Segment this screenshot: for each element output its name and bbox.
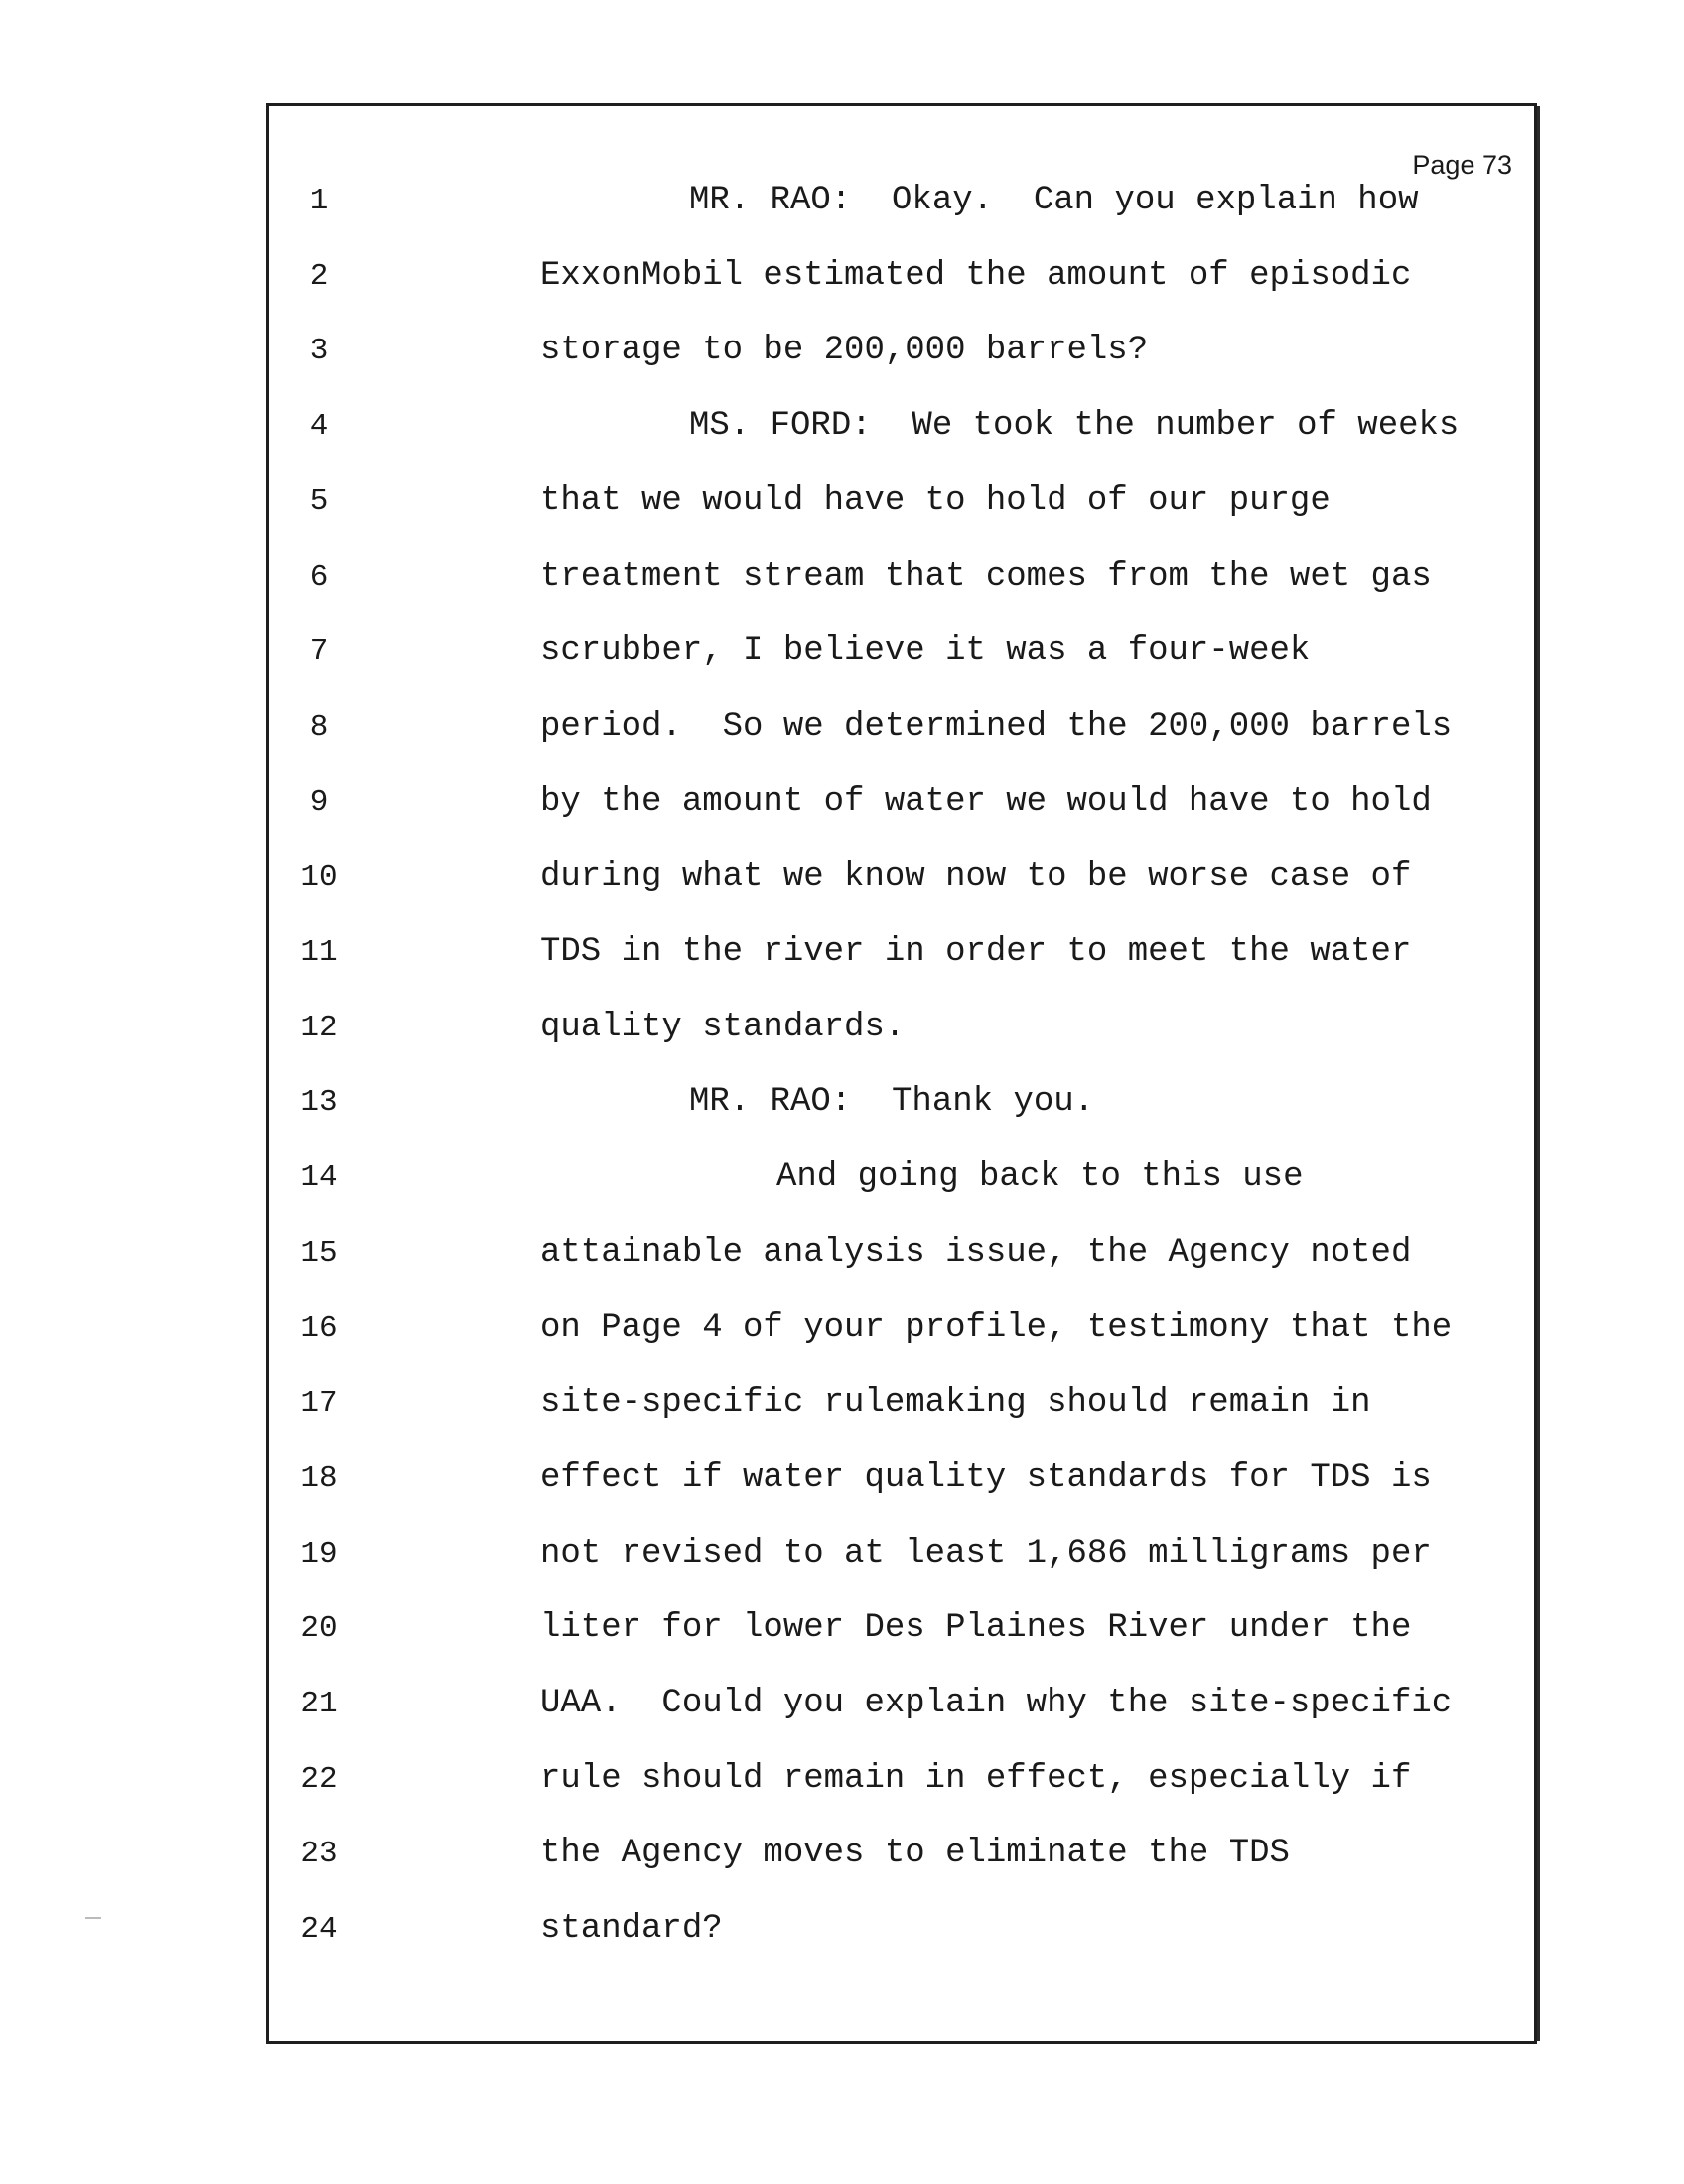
line-number: 4 — [309, 409, 329, 445]
line-number: 19 — [300, 1536, 338, 1571]
line-number: 9 — [309, 784, 329, 820]
line-number: 16 — [300, 1310, 338, 1346]
transcript-line — [269, 1687, 1534, 1762]
line-text: UAA. Could you explain why the site-specific — [540, 1685, 1453, 1722]
transcript-line — [269, 1912, 1534, 1987]
transcript-line — [269, 1308, 1534, 1387]
line-text: storage to be 200,000 barrels? — [540, 332, 1149, 370]
line-number: 10 — [300, 860, 338, 895]
line-number: 5 — [309, 483, 329, 519]
transcript-line — [269, 481, 1534, 560]
line-number: 24 — [300, 1912, 338, 1948]
transcript-line — [269, 935, 1534, 1011]
transcript-line — [269, 184, 1534, 259]
transcript-line — [269, 1611, 1534, 1687]
transcript-line — [269, 634, 1534, 710]
line-number: 7 — [309, 634, 329, 670]
line-number: 2 — [309, 258, 329, 294]
line-number: 1 — [309, 184, 329, 218]
line-number: 23 — [300, 1837, 338, 1872]
line-number: 11 — [300, 935, 338, 970]
transcript-line — [269, 557, 1534, 635]
transcript-line — [269, 1085, 1534, 1160]
line-text: And going back to this use — [776, 1159, 1304, 1197]
transcript-line — [269, 1386, 1534, 1461]
transcript-line — [269, 1160, 1534, 1236]
transcript-line — [269, 1837, 1534, 1912]
line-number: 6 — [309, 559, 329, 595]
line-text: standard? — [540, 1910, 723, 1949]
line-text: TDS in the river in order to meet the water — [540, 933, 1412, 971]
line-text: quality standards. — [540, 1008, 906, 1046]
line-text: the Agency moves to eliminate the TDS — [540, 1835, 1290, 1873]
line-text: treatment stream that comes from the wet gas — [540, 557, 1432, 596]
transcript-line — [269, 707, 1534, 785]
line-number: 22 — [300, 1761, 338, 1797]
line-number: 20 — [300, 1611, 338, 1647]
line-number: 14 — [300, 1160, 338, 1196]
line-number: 13 — [300, 1085, 338, 1121]
line-text: MS. FORD: We took the number of weeks — [689, 407, 1460, 446]
transcript-line — [269, 334, 1534, 409]
line-number: 8 — [309, 709, 329, 745]
line-text: scrubber, I believe it was a four-week — [540, 632, 1311, 671]
transcript-line — [269, 1534, 1534, 1612]
line-text: ExxonMobil estimated the amount of episodic — [540, 256, 1412, 295]
transcript-line — [269, 1759, 1534, 1838]
line-text: that we would have to hold of our purge — [540, 481, 1331, 520]
line-text: site-specific rulemaking should remain in — [540, 1384, 1371, 1423]
transcript-line — [269, 860, 1534, 935]
line-number: 12 — [300, 1010, 338, 1045]
line-number: 15 — [300, 1235, 338, 1271]
line-text: MR. RAO: Okay. Can you explain how — [689, 182, 1419, 219]
transcript-line — [269, 409, 1534, 484]
transcript-line — [269, 1458, 1534, 1537]
line-text: MR. RAO: Thank you. — [689, 1083, 1095, 1122]
line-text: by the amount of water we would have to hold — [540, 782, 1432, 821]
line-text: effect if water quality standards for TDS is — [540, 1458, 1432, 1497]
scan-mark — [85, 1917, 101, 1919]
transcript-line — [269, 1008, 1534, 1086]
line-text: period. So we determined the 200,000 barrels — [540, 707, 1453, 746]
line-text: not revised to at least 1,686 milligrams per — [540, 1534, 1432, 1572]
page-number: Page 73 — [1412, 150, 1512, 180]
transcript-line — [269, 782, 1534, 861]
line-number: 17 — [300, 1386, 338, 1422]
line-text: during what we know now to be worse case of — [540, 858, 1412, 896]
line-number: 3 — [309, 334, 329, 369]
line-number: 21 — [300, 1687, 338, 1721]
transcript-line — [269, 1233, 1534, 1311]
line-text: attainable analysis issue, the Agency noted — [540, 1233, 1412, 1272]
line-text: rule should remain in effect, especially if — [540, 1759, 1412, 1798]
line-text: liter for lower Des Plaines River under the — [540, 1609, 1412, 1648]
line-number: 18 — [300, 1460, 338, 1496]
transcript-page — [266, 103, 1537, 2044]
transcript-line — [269, 256, 1534, 335]
line-text: on Page 4 of your profile, testimony that the — [540, 1308, 1453, 1347]
